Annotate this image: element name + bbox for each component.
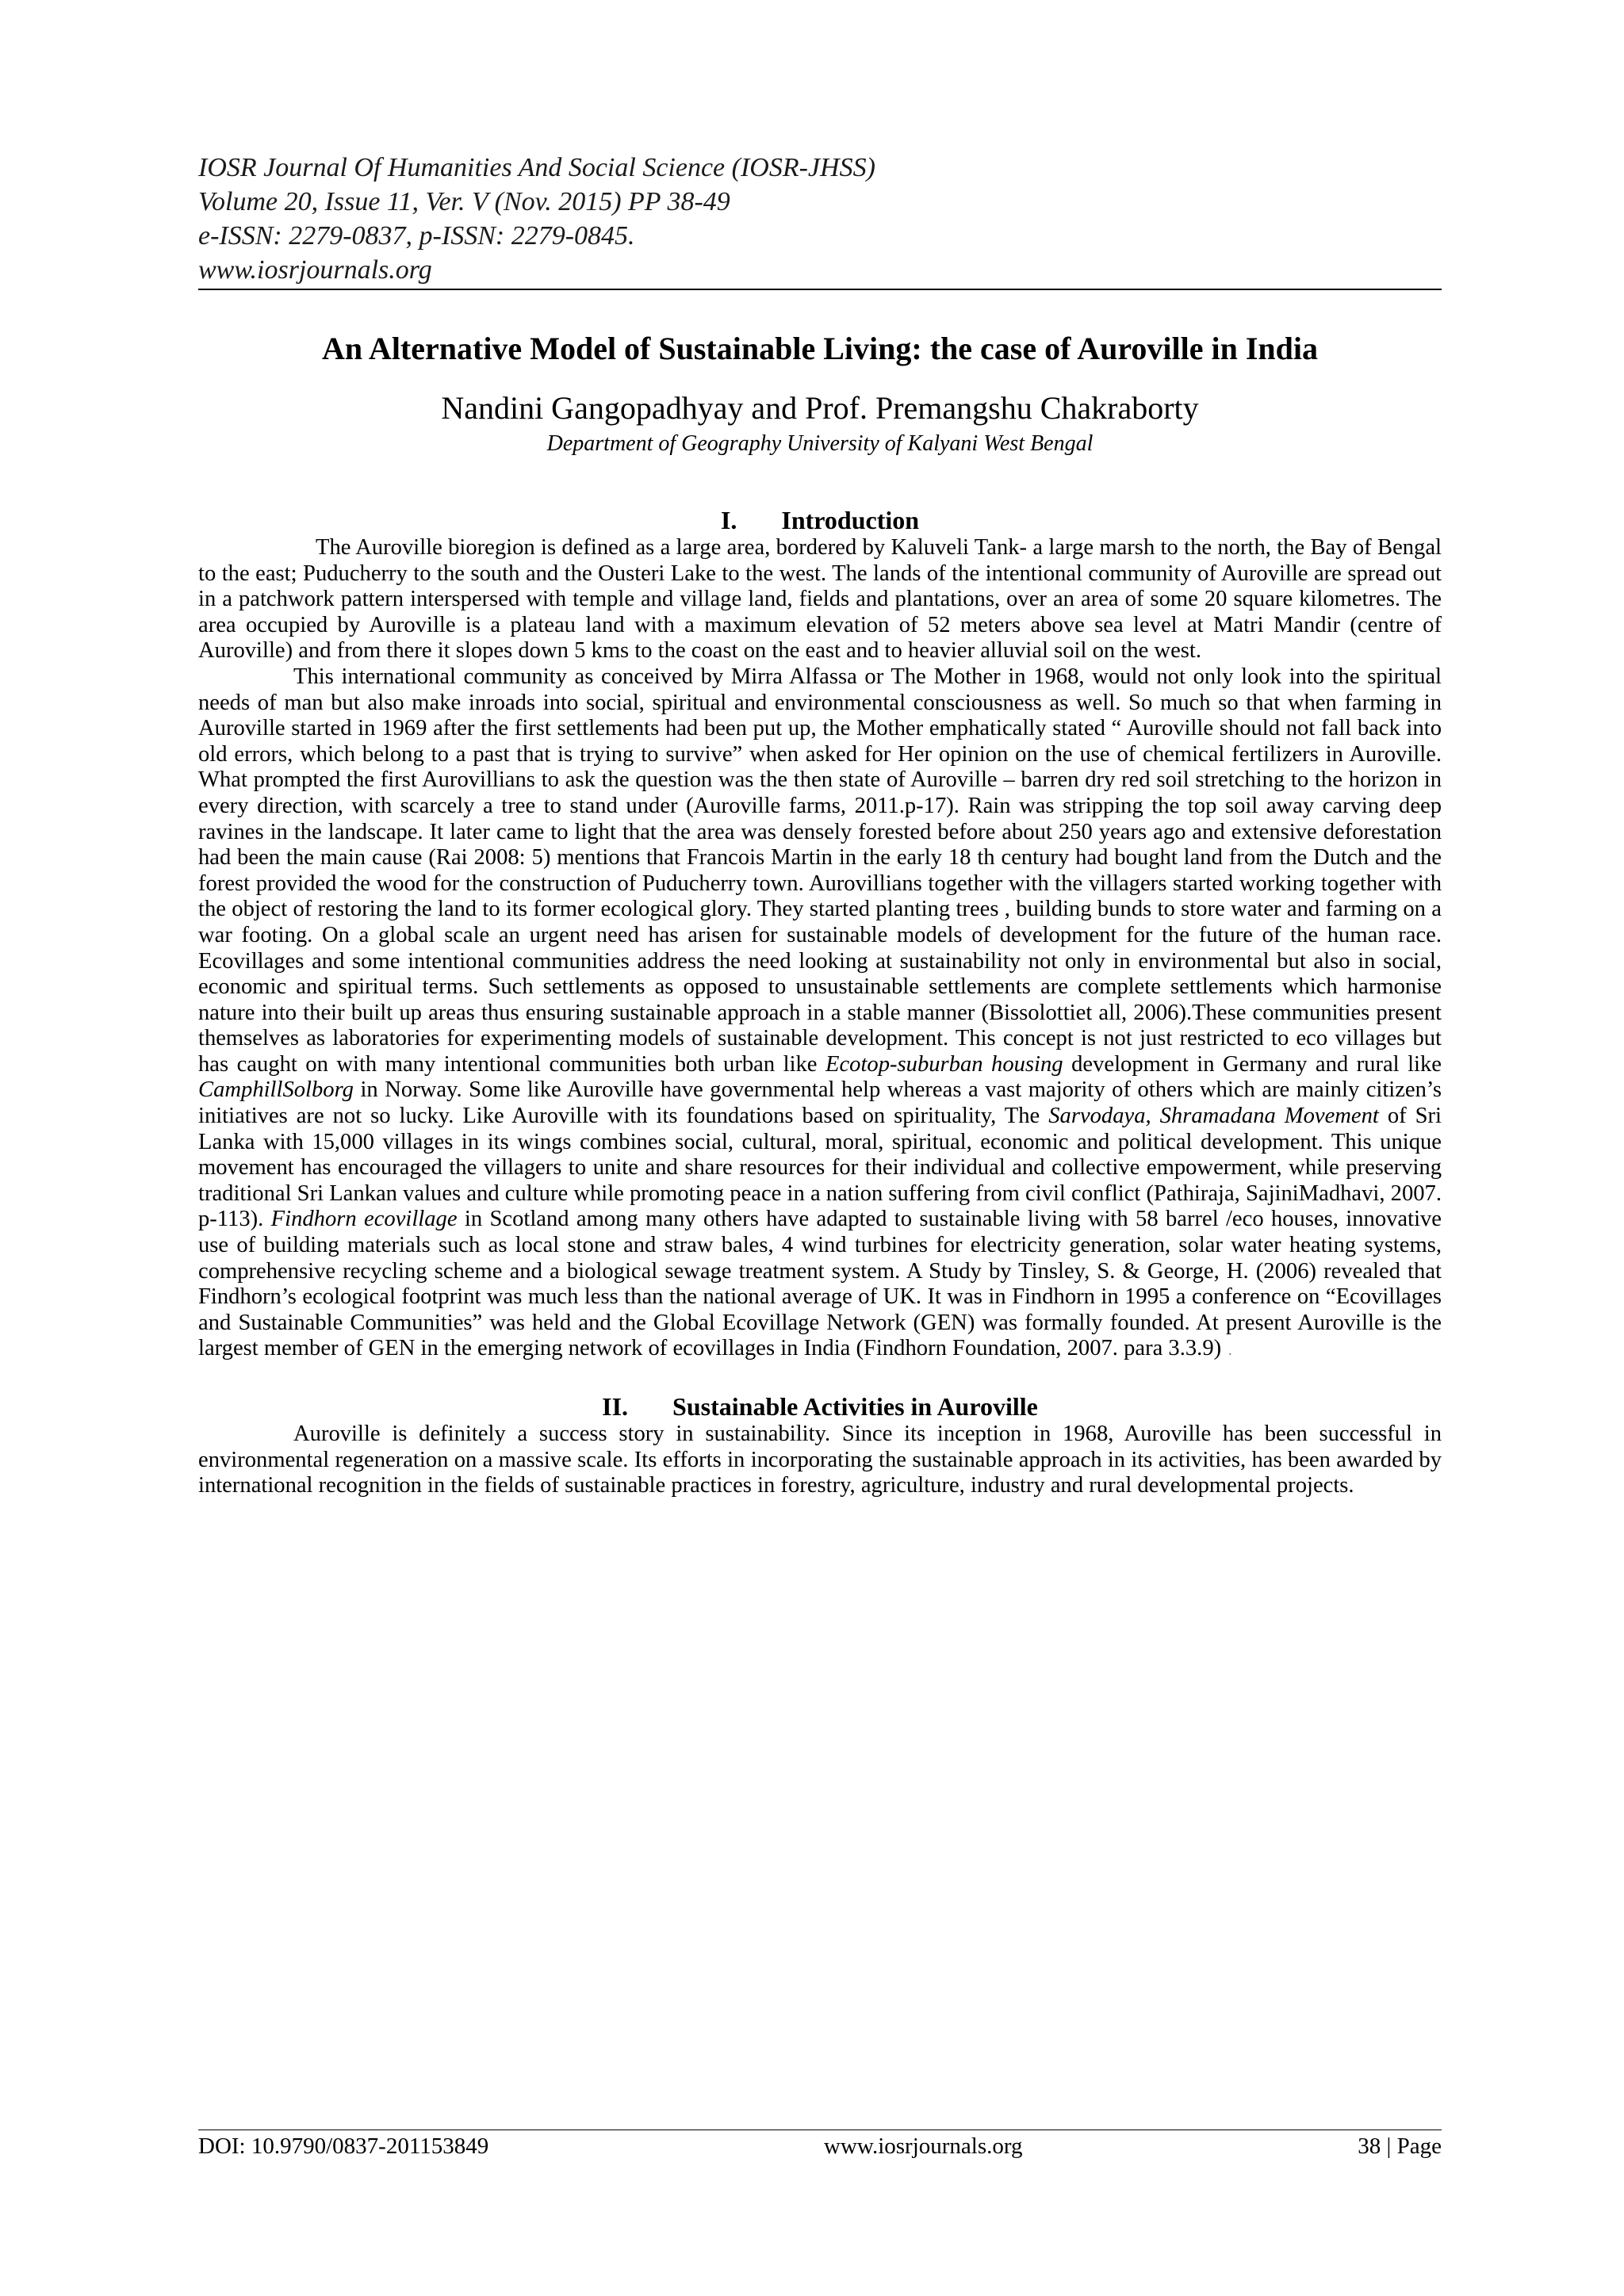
paragraph: Auroville is definitely a success story in sustainability. Since its inception in 1968, Auroville has been successful in environmental regeneration on a massive scale. Its efforts in incorporating the sustainable approach in its activities, has been awarded by international recognition in the fields of sustainable practices in forestry, agriculture, industry and rural developmental projects.	[198, 1422, 1442, 1498]
section-number: I.	[720, 506, 737, 534]
introduction-body	[198, 535, 1442, 1364]
text-run: in Norway. Some like Auroville have governmental help whereas a vast majority of others which are mainly citizen’s initiatives are not so lucky. Like Auroville with its foundations based on spirituality, The	[198, 1077, 1442, 1129]
text-run: in Scotland among many others have adapted to sustainable living with 58 barrel /eco houses, innovative use of building materials such as local stone and straw bales, 4 wind turbines for electricity generation, solar water heating systems, comprehensive recycling scheme and a biological sewage treatment system. A Study by Tinsley, S. & George, H. (2006) revealed that Findhorn’s ecological footprint was much less than the national average of UK. It was in Findhorn in 1995 a conference on “Ecovillages and Sustainable Communities” was held and the Global Ecovillage Network (GEN) was formally founded. At present Auroville is the largest member of GEN in the emerging network of ecovillages in India (Findhorn Foundation, 2007. para 3.3.9)	[198, 1207, 1442, 1361]
article-title: An Alternative Model of Sustainable Living: the case of Auroville in India	[322, 331, 1318, 366]
footer-row	[198, 2133, 1442, 2160]
page-content	[198, 151, 1442, 1499]
italic-term: Findhorn ecovillage	[270, 1207, 458, 1232]
text-run: of Sri Lanka with 15,000 villages in its wings combines social, cultural, moral, spiritual, economic and political development. This unique movement has encouraged the villagers to unite and share resources for their individual and collective empowerment, while preserving traditional Sri Lankan values and culture while promoting peace in a nation suffering from civil conflict (Pathiraja, SajiniMadhavi, 2007. p-113).	[198, 1104, 1442, 1232]
journal-volume: Volume 20, Issue 11, Ver. V (Nov. 2015) PP 38-49	[198, 187, 730, 216]
stray-mark: .	[1221, 1342, 1232, 1359]
italic-term: CamphillSolborg	[198, 1077, 354, 1103]
journal-header	[198, 151, 1442, 287]
section-title: Introduction	[781, 506, 920, 534]
author-affiliation: Department of Geography University of Kalyani West Bengal	[546, 431, 1094, 456]
footer-website[interactable]: www.iosrjournals.org	[824, 2133, 1023, 2159]
sustainable-activities-body	[198, 1422, 1442, 1499]
article-authors: Nandini Gangopadhyay and Prof. Premangshu Chakraborty	[441, 390, 1199, 426]
italic-term: Ecotop-suburban housing	[825, 1051, 1063, 1077]
footer-page-number: 38 | Page	[1358, 2133, 1442, 2159]
section-heading-sustainable-activities	[198, 1392, 1442, 1422]
journal-website[interactable]: www.iosrjournals.org	[198, 255, 432, 285]
page-footer	[198, 2130, 1442, 2160]
journal-name: IOSR Journal Of Humanities And Social Science (IOSR-JHSS)	[198, 153, 875, 182]
paragraph	[198, 664, 1442, 1364]
journal-issn: e-ISSN: 2279-0837, p-ISSN: 2279-0845.	[198, 221, 635, 251]
header-divider	[198, 289, 1442, 290]
footer-doi[interactable]: DOI: 10.9790/0837-201153849	[198, 2133, 489, 2159]
section-number: II.	[602, 1392, 629, 1421]
text-run: development in Germany and rural like	[1063, 1051, 1442, 1077]
italic-term: Sarvodaya, Shramadana Movement	[1048, 1104, 1379, 1129]
text-run: This international community as conceived by Mirra Alfassa or The Mother in 1968, would not only look into the spiritual needs of man but also make inroads into social, spiritual and environmental consciousness as well. So much so that when farming in Auroville started in 1969 after the first settlements had been put up, the Mother emphatically stated “ Auroville should not fall back into old errors, which belong to a past that is trying to survive” when asked for Her opinion on the use of chemical fertilizers in Auroville. What prompted the first Aurovillians to ask the question was the then state of Auroville – barren dry red soil stretching to the horizon in every direction, with scarcely a tree to stand under (Auroville farms, 2011.p-17). Rain was stripping the top soil away carving deep ravines in the landscape. It later came to light that the area was densely forested before about 250 years ago and extensive deforestation had been the main cause (Rai 2008: 5) mentions that Francois Martin in the early 18 th century had bought land from the Dutch and the forest provided the wood for the construction of Puducherry town. Aurovillians together with the villagers started working together with the object of restoring the land to its former ecological glory. They started planting trees , building bunds to store water and farming on a war footing. On a global scale an urgent need has arisen for sustainable models of development for the future of the human race. Ecovillages and some intentional communities address the need looking at sustainability not only in environmental but also in social, economic and spiritual terms. Such settlements as opposed to unsustainable settlements are complete settlements which harmonise nature into their built up areas thus ensuring sustainable approach in a stable manner (Bissolottiet all, 2006).These communities present themselves as laboratories for experimenting models of sustainable development. This concept is not just restricted to eco villages but has caught on with many intentional communities both urban like	[198, 664, 1442, 1077]
section-title: Sustainable Activities in Auroville	[672, 1392, 1038, 1421]
section-heading-introduction	[198, 506, 1442, 535]
paragraph: The Auroville bioregion is defined as a large area, bordered by Kaluveli Tank- a large marsh to the north, the Bay of Bengal to the east; Puducherry to the south and the Ousteri Lake to the west. The lands of the intentional community of Auroville are spread out in a patchwork pattern interspersed with temple and village land, fields and plantations, over an area of some 20 square kilometres. The area occupied by Auroville is a plateau land with a maximum elevation of 52 meters above sea level at Matri Mandir (centre of Auroville) and from there it slopes down 5 kms to the coast on the east and to heavier alluvial soil on the west.	[198, 535, 1442, 664]
